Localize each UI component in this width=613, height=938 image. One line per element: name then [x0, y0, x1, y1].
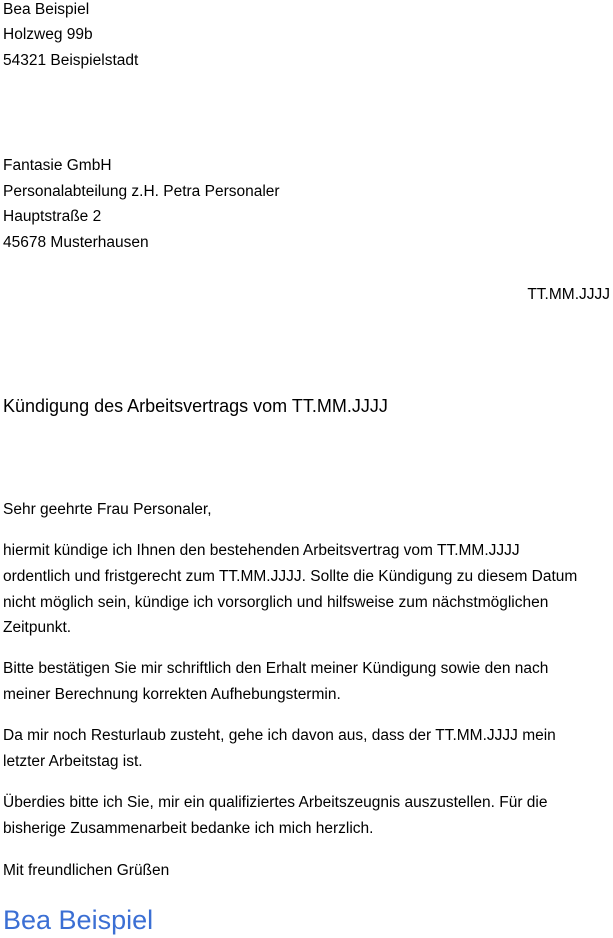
sender-name: Bea Beispiel — [3, 1, 90, 18]
body-line: Überdies bitte ich Sie, mir ein qualifiziertes Arbeitszeugnis auszustellen. Für die — [3, 794, 548, 811]
body-line: letzter Arbeitstag ist. — [3, 753, 143, 770]
body-line: Da mir noch Resturlaub zusteht, gehe ich davon aus, dass der TT.MM.JJJJ mein — [3, 727, 556, 744]
body-line: Zeitpunkt. — [3, 619, 72, 636]
recipient-company: Fantasie GmbH — [3, 157, 112, 174]
body-line: meiner Berechnung korrekten Aufhebungstermin. — [3, 686, 341, 703]
sender-street: Holzweg 99b — [3, 26, 93, 43]
recipient-street: Hauptstraße 2 — [3, 208, 102, 225]
body-line: Bitte bestätigen Sie mir schriftlich den Erhalt meiner Kündigung sowie den nach — [3, 660, 549, 677]
body-line: bisherige Zusammenarbeit bedanke ich mich herzlich. — [3, 820, 374, 837]
recipient-department: Personalabteilung z.H. Petra Personaler — [3, 183, 280, 200]
salutation: Sehr geehrte Frau Personaler, — [3, 501, 212, 518]
signature: Bea Beispiel — [3, 905, 154, 935]
body-line: ordentlich und fristgerecht zum TT.MM.JJJJ. Sollte die Kündigung zu diesem Datum — [3, 568, 578, 585]
letter-subject: Kündigung des Arbeitsvertrags vom TT.MM.JJJJ — [3, 396, 388, 416]
body-line: hiermit kündige ich Ihnen den bestehenden Arbeitsvertrag vom TT.MM.JJJJ — [3, 542, 520, 559]
body-line: nicht möglich sein, kündige ich vorsorglich und hilfsweise zum nächstmöglichen — [3, 594, 549, 611]
sender-city: 54321 Beispielstadt — [3, 52, 139, 69]
letter-date: TT.MM.JJJJ — [527, 286, 610, 303]
recipient-city: 45678 Musterhausen — [3, 234, 149, 251]
closing: Mit freundlichen Grüßen — [3, 862, 170, 879]
